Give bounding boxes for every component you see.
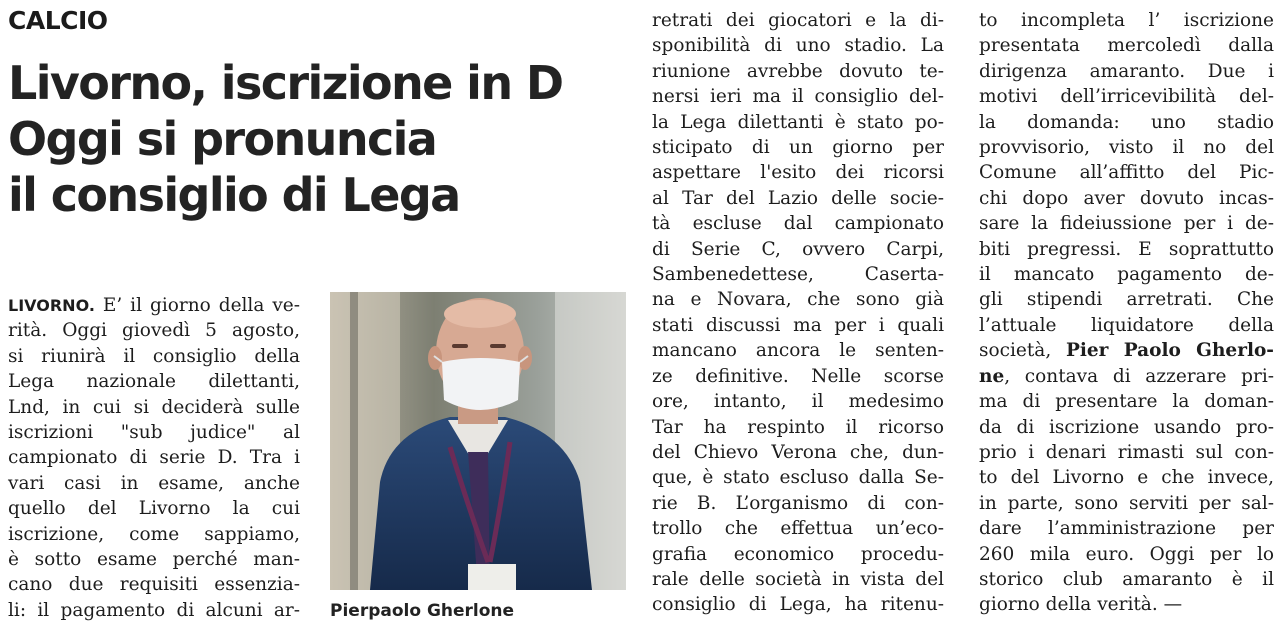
headline-line: Livorno, iscrizione in D	[8, 56, 563, 110]
body-line: iscrizione, come sappiamo,	[8, 523, 300, 545]
body-line: nersi ieri ma il consiglio del-	[652, 86, 944, 108]
body-line: Lega nazionale dilettanti,	[8, 371, 300, 393]
body-line: da di iscrizione usando pro-	[979, 416, 1274, 438]
body-line: biti pregressi. E soprattutto	[979, 238, 1274, 260]
body-line: l’attuale liquidatore della	[979, 314, 1274, 336]
body-line: Lnd, in cui si deciderà sulle	[8, 396, 300, 418]
article-column-2	[652, 8, 944, 618]
section-kicker: CALCIO	[8, 6, 108, 35]
body-line: dare l’amministrazione per	[979, 518, 1274, 540]
body-line: storico club amaranto è il	[979, 568, 1274, 590]
body-line	[8, 293, 300, 318]
body-line: riunione avrebbe dovuto te-	[652, 60, 944, 82]
body-line: prio i denari rimasti sul con-	[979, 441, 1274, 463]
body-line: al Tar del Lazio delle socie-	[652, 187, 944, 209]
body-line: il mancato pagamento de-	[979, 264, 1274, 286]
body-line: dirigenza amaranto. Due i	[979, 60, 1274, 82]
body-line: la Lega dilettanti è stato po-	[652, 111, 944, 133]
photo-caption: Pierpaolo Gherlone	[330, 601, 515, 621]
body-line: stati discussi ma per i quali	[652, 314, 944, 336]
body-line: na e Novara, che sono già	[652, 289, 944, 311]
body-line: consiglio di Lega, ha ritenu-	[652, 594, 944, 616]
body-line: ze definitive. Nelle scorse	[652, 365, 944, 387]
body-line: to incompleta l’ iscrizione	[979, 10, 1274, 31]
person-name: ne	[979, 365, 1005, 387]
body-lines	[979, 389, 1274, 618]
person-name: Pier Paolo Gherlo-	[1065, 340, 1274, 362]
body-line: chi dopo aver dovuto incas-	[979, 187, 1274, 209]
body-line: campionato di serie D. Tra i	[8, 447, 300, 469]
body-line: rale delle società in vista del	[652, 568, 944, 590]
body-line: tà escluse dal campionato	[652, 213, 944, 235]
body-line: si riunirà il consiglio della	[8, 345, 300, 367]
body-line: cano due requisiti essenzia-	[8, 574, 300, 596]
body-line: aspettare l'esito dei ricorsi	[652, 162, 944, 184]
body-line: mancano ancora le senten-	[652, 340, 944, 362]
body-line: è sotto esame perché man-	[8, 549, 300, 571]
body-line: quello del Livorno la cui	[8, 498, 300, 520]
body-line: Tar ha respinto il ricorso	[652, 416, 944, 438]
body-line: del Chievo Verona che, dun-	[652, 441, 944, 463]
body-line: iscrizioni "sub judice" al	[8, 422, 300, 444]
body-line: motivi dell’irricevibilità del-	[979, 86, 1274, 108]
body-text: E’ il giorno della ve-	[94, 295, 300, 316]
headline-line: Oggi si pronuncia	[8, 112, 437, 166]
body-line: gli stipendi arretrati. Che	[979, 289, 1274, 311]
body-text: società,	[979, 340, 1066, 362]
article-column-1	[8, 293, 300, 623]
body-line: rie B. L’organismo di con-	[652, 492, 944, 514]
article-headline	[8, 55, 568, 223]
body-line: 260 mila euro. Oggi per lo	[979, 543, 1274, 565]
article-column-3	[979, 8, 1274, 618]
body-line: to del Livorno e che invece,	[979, 467, 1274, 489]
headline-line: il consiglio di Lega	[8, 168, 460, 222]
body-line: trollo che effettua un’eco-	[652, 518, 944, 540]
body-line: rità. Oggi giovedì 5 agosto,	[8, 320, 300, 342]
body-line: li: il pagamento di alcuni ar-	[8, 599, 300, 621]
body-text: , contava di azzerare pri-	[1004, 365, 1274, 387]
body-line	[979, 338, 1274, 363]
body-line: ma di presentare la doman-	[979, 391, 1274, 413]
body-line: grafia economico procedu-	[652, 543, 944, 565]
body-line: ore, intanto, il medesimo	[652, 391, 944, 413]
body-line: retrati dei giocatori e la di-	[652, 10, 944, 31]
body-line: giorno della verità. —	[979, 594, 1183, 616]
body-line: la domanda: uno stadio	[979, 111, 1274, 133]
body-line: sticipato di un giorno per	[652, 137, 944, 159]
body-lines	[979, 8, 1274, 338]
body-line: Comune all’affitto del Pic-	[979, 162, 1274, 184]
body-lines	[652, 8, 944, 618]
body-line: Sambenedettese, Caserta-	[652, 264, 944, 286]
body-line: in parte, sono serviti per sal-	[979, 492, 1274, 514]
body-line: provvisorio, visto il no del	[979, 137, 1274, 159]
dateline: LIVORNO.	[8, 296, 95, 315]
man-wearing-face-mask-photo	[330, 292, 626, 590]
body-line	[979, 364, 1274, 389]
body-line: vari casi in esame, anche	[8, 472, 300, 494]
body-line: presentata mercoledì dalla	[979, 35, 1274, 57]
body-line: sare la fideiussione per i de-	[979, 213, 1274, 235]
body-line: di Serie C, ovvero Carpi,	[652, 238, 944, 260]
body-line: que, è stato escluso dalla Se-	[652, 467, 944, 489]
body-lines	[8, 318, 300, 623]
body-line: sponibilità di uno stadio. La	[652, 35, 944, 57]
